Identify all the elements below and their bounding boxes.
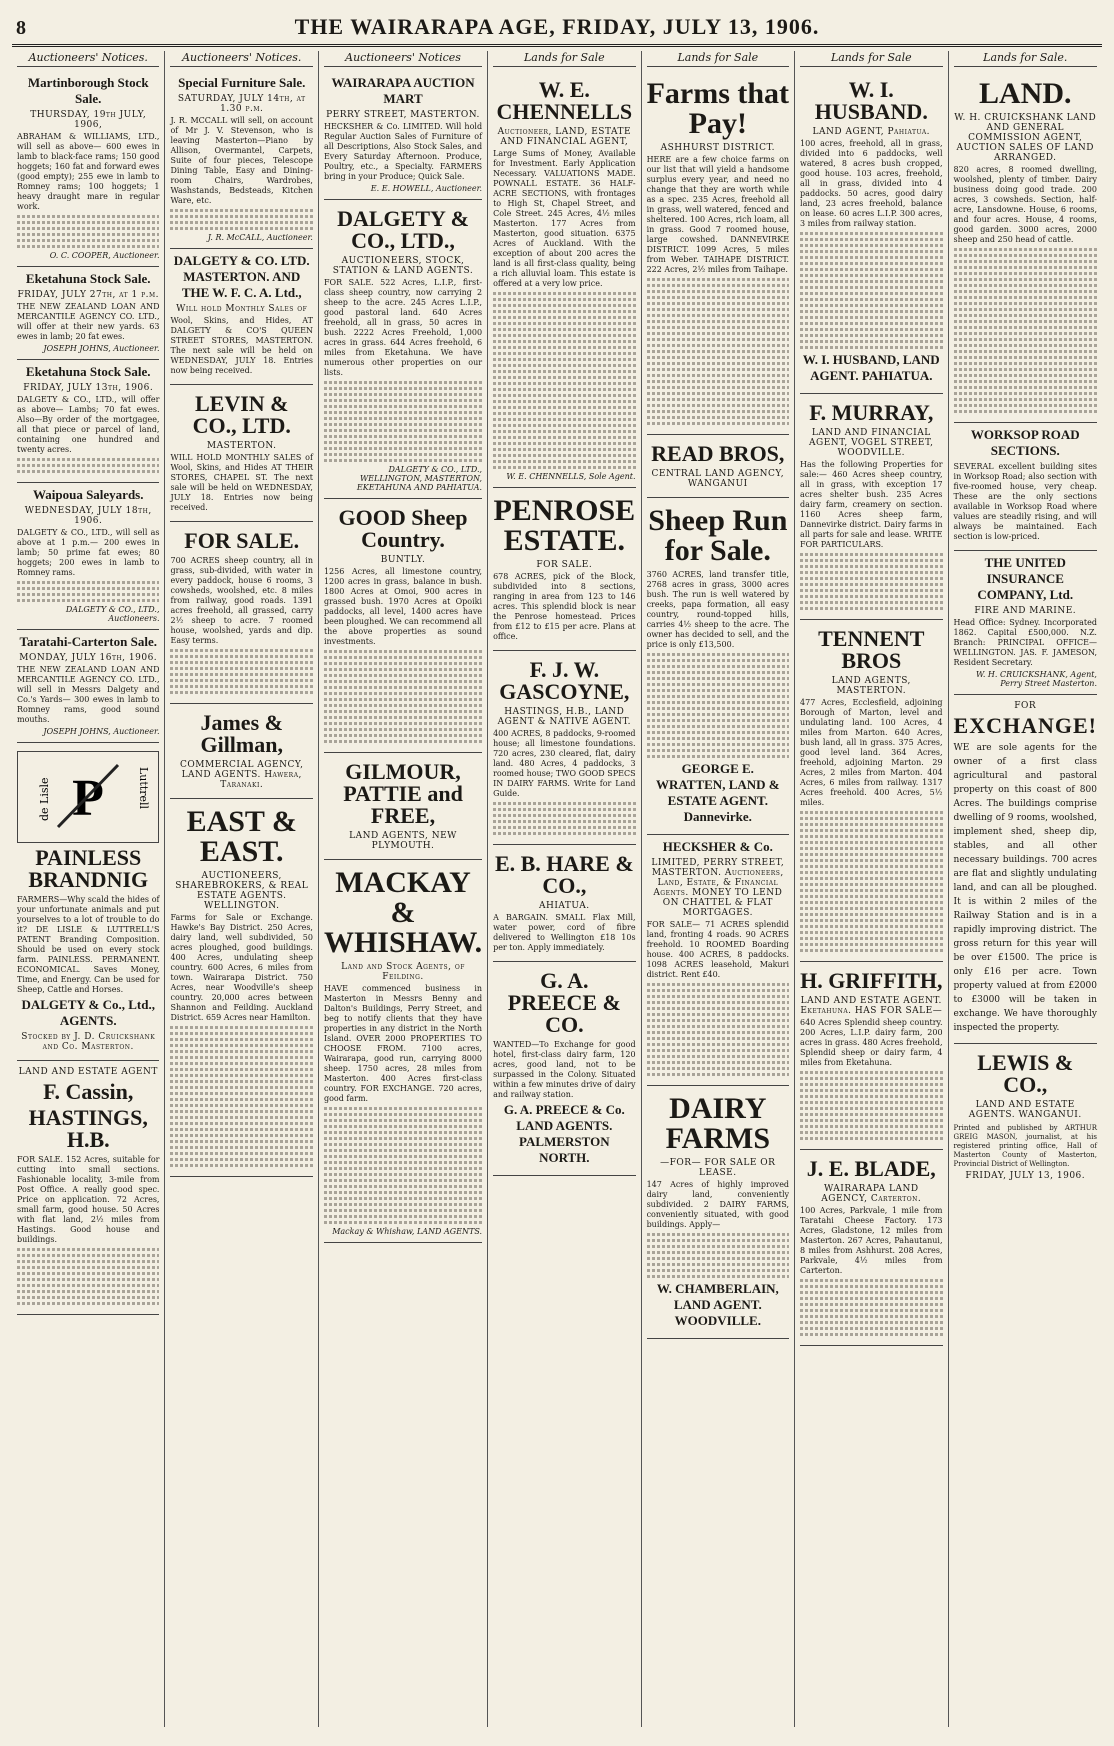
ad-body: FOR SALE. 522 Acres, L.I.P., first-class sheep country, now carrying 2 sheep to the acre. 245 Acres L.I.P., good pastoral land. 640 Acres freehold, all in grass, 50 acres in bush. 2222 Acres Freehold, 1,000 acres in grass. 644 Acres freehold, 6 miles from Eketahuna. We have numerous other properties on our lists. <box>323 278 483 377</box>
ad-title: READ BROS, <box>651 441 785 466</box>
ad-subtitle: MASTERTON. <box>206 441 277 451</box>
advertisement <box>17 630 159 743</box>
ad-title: LAND. <box>979 77 1072 110</box>
ad-title: LEWIS & CO., <box>977 1050 1074 1097</box>
column-heading: Auctioneers' Notices. <box>17 51 159 67</box>
ad-subtitle: ASHHURST DISTRICT. <box>660 143 776 153</box>
ad-subtitle: LAND AGENTS, MASTERTON. <box>831 676 911 696</box>
advertisement <box>954 1044 1097 1189</box>
ad-subtitle: FOR <box>1014 701 1037 711</box>
ad-title: PENROSE ESTATE. <box>493 494 636 557</box>
ad-signature: DALGETY & CO., LTD., WELLINGTON, MASTERTON, EKETAHUNA AND PAHIATUA. <box>356 465 483 492</box>
advertisement <box>493 488 635 651</box>
advertisement <box>170 799 312 1177</box>
ad-subtitle: LAND AGENT, Pahiatua. <box>812 127 931 137</box>
brand-left-label: de Lisle <box>38 777 52 821</box>
advertisement <box>954 423 1097 551</box>
ad-signature: W. I. HUSBAND, LAND AGENT. PAHIATUA. <box>802 352 940 383</box>
page-number: 8 <box>16 17 26 39</box>
brand-body: FARMERS—Why scald the hides of your unfortunate animals and put yourselves to a lot of trouble to do it? DE LISLE & LUTTRELL'S PATENT Branding Composition. Should be used on every stock farm. PAINLESS. PERMANENT. ECONOMICAL. Saves Money, Time, and Energy. Can be used for Sheep, Cattle and Horses. <box>17 895 160 994</box>
advertisement <box>954 695 1097 1044</box>
advertisement <box>800 394 942 620</box>
column-3 <box>319 51 488 1727</box>
ad-subtitle: WAIRARAPA LAND AGENCY, Carterton. <box>821 1184 922 1204</box>
ad-body: Head Office: Sydney. Incorporated 1862. Capital £500,000. N.Z. Branch: PRINCIPAL OFFICE—WELLINGTON. JAS. F. JAMESON, Resident Secretary. <box>953 618 1097 667</box>
ad-body: Farms for Sale or Exchange. Hawke's Bay District. 250 Acres, dairy land, well subdivided, 50 acres ploughed, good buildings. 400 Acres, undulating sheep country. 600 Acres, 6 miles from town. Wairarapa District. 750 Acres, near Woodville's sheep country. 20,000 acres between Shannon and Feilding. Auckland District. 659 Acres near Hamilton. <box>170 913 313 1022</box>
advertisement <box>324 499 482 753</box>
ad-subtitle: —FOR— FOR SALE OR LEASE. <box>660 1158 776 1178</box>
advertisement <box>324 200 482 499</box>
column-heading: Lands for Sale <box>647 51 789 67</box>
advertisement <box>17 360 159 483</box>
brand-p-icon <box>28 757 151 837</box>
ad-body: Large Sums of Money, Available for Investment. Early Application Necessary. VALUATIONS MADE. POWNALL ESTATE. 36 HALF-ACRE SECTIONS, with frontages to High St, Chapel Street, and Cole Street. 245 Acres, 4½ miles Masterton. 177 Acres from Masterton, good situation. 6375 Acres of Auckland. With the exception of about 200 acres the land is all first-class quality, being a rich alluvial loam. This estate is offered at a very low price. <box>493 149 636 288</box>
ad-subtitle: LIMITED, PERRY STREET, MASTERTON. Auctioneers, Land, Estate, & Financial Agents. MONEY TO LEND ON CHATTEL & FLAT MORTGAGES. <box>651 858 785 918</box>
advertisement <box>800 71 942 394</box>
advertisement <box>170 249 312 385</box>
ad-subtitle: LAND AND ESTATE AGENTS. WANGANUI. <box>968 1100 1082 1120</box>
ad-subtitle: CENTRAL LAND AGENCY, WANGANUI <box>651 469 785 489</box>
advertisement <box>800 962 942 1150</box>
advertisement <box>647 1086 789 1339</box>
ad-subtitle: HASTINGS, H.B., LAND AGENT & NATIVE AGENT. <box>497 707 632 727</box>
agent-name: F. Cassin, <box>43 1079 134 1104</box>
ad-title: DALGETY & CO., LTD., <box>337 206 469 253</box>
advertisement <box>170 385 312 522</box>
ad-title: F. MURRAY, <box>809 400 934 425</box>
ad-title: EAST & EAST. <box>186 805 297 868</box>
brand-right-label: Luttrell <box>137 767 151 810</box>
ad-body: DALGETY & CO., LTD., will offer as above— Lambs; 70 fat ewes. Also—By order of the mortgagee, all that piece or parcel of land, containing one hundred and twenty acres. <box>17 395 160 454</box>
advertisement <box>800 1150 942 1346</box>
ad-subtitle: FRIDAY, JULY 13th, 1906. <box>23 383 154 393</box>
ad-subtitle: FIRE AND MARINE. <box>974 606 1077 616</box>
printer-imprint: Printed and published by ARTHUR GREIG MASON, journalist, at his registered printing office, Hall of Masterton County of Masterton, Provincial District of Wellington. <box>953 1124 1097 1168</box>
ad-body: 3760 ACRES, land transfer title, 2768 acres in grass, 3000 acres bush. The run is well watered by creeks, papa formation, all easy country, round-topped hills, carries 4½ sheep to the acre. The owner has decided to sell, and the price is only £13,500. <box>646 570 790 649</box>
ad-title: Eketahuna Stock Sale. <box>25 364 151 379</box>
agent-role: LAND AND ESTATE AGENT <box>18 1067 158 1077</box>
ad-subtitle: FRIDAY, JULY 27th, at 1 p.m. <box>17 290 160 300</box>
ad-subtitle: THURSDAY, 19th JULY, 1906, <box>30 110 147 130</box>
ad-title: Sheep Run for Sale. <box>648 504 788 567</box>
advertisement <box>954 71 1097 423</box>
ad-signature: Mackay & Whishaw, LAND AGENTS. <box>332 1227 483 1236</box>
column-2 <box>165 51 318 1727</box>
column-heading: Lands for Sale <box>493 51 635 67</box>
ad-body: 678 ACRES, pick of the Block, subdivided into 8 sections, ranging in area from 123 to 146 acres. This splendid block is near the Penrose homestead. Prices from £12 to £15 per acre. Plans at office. <box>493 572 636 641</box>
ad-subtitle: LAND AGENTS, NEW PLYMOUTH. <box>349 831 457 851</box>
ad-signature: JOSEPH JOHNS, Auctioneer. <box>43 727 160 736</box>
ad-title: GILMOUR, PATTIE and FREE, <box>343 759 463 828</box>
ad-subtitle: LAND AND FINANCIAL AGENT, VOGEL STREET, WOODVILLE. <box>809 428 934 458</box>
ad-signature: J. R. McCALL, Auctioneer. <box>207 233 313 242</box>
ad-subtitle: MONDAY, JULY 16th, 1906. <box>19 653 158 663</box>
columns <box>12 51 1102 1727</box>
ad-body: HECKSHER & Co. LIMITED. Will hold Regular Auction Sales of Furniture of all Descriptions, Also Stock Sales, and Every Saturday Afternoon. Produce, Poultry, etc., a Specialty. FARMERS bring in your Produce; Quick Sale. <box>323 122 483 181</box>
column-6 <box>795 51 948 1727</box>
ad-signature: W. H. CRUICKSHANK, Agent, Perry Street Masterton. <box>976 670 1097 688</box>
column-1 <box>12 51 165 1727</box>
ad-title: W. I. HUSBAND. <box>814 77 928 124</box>
ad-title: WAIRARAPA AUCTION MART <box>331 75 475 106</box>
ad-title: LEVIN & CO., LTD. <box>192 391 291 438</box>
advertisement <box>954 551 1097 695</box>
ad-title: E. B. HARE & CO., <box>494 851 634 898</box>
ad-body: 100 Acres, Parkvale, 1 mile from Taratahi Cheese Factory. 173 Acres, Gladstone, 12 miles from Masterton. 267 Acres, Pahautanui, 8 miles from Ashhurst. 208 Acres, Parkvale, 4½ miles from Carterton. <box>800 1206 943 1275</box>
brand-headline: PAINLESS BRANDNIG <box>28 845 149 892</box>
ad-subtitle: SATURDAY, JULY 14th, at 1.30 p.m. <box>177 94 306 114</box>
advertisement <box>647 835 789 1086</box>
ad-title: HECKSHER & Co. <box>662 839 773 854</box>
ad-title: Special Furniture Sale. <box>178 75 306 90</box>
newspaper-title: THE WAIRARAPA AGE, FRIDAY, JULY 13, 1906. <box>294 14 820 39</box>
ad-body: 700 ACRES sheep country, all in grass, sub-divided, with water in every paddock, house 6 rooms, 3 cowsheds, woolshed, etc. 8 miles from railway, good roads. 1391 acres freehold, all grassed, carry 2½ sheep to acre. 7 roomed house, woolshed, yards and dip. Easy terms. <box>170 556 313 645</box>
advertisement <box>170 704 312 799</box>
advertisement <box>17 71 159 267</box>
ad-title: Eketahuna Stock Sale. <box>25 271 151 286</box>
ad-body: THE NEW ZEALAND LOAN AND MERCANTILE AGENCY CO. LTD., will offer at their new yards. 63 ewes in lamb; 20 fat ewes. <box>17 302 160 341</box>
ad-signature: G. A. PREECE & Co. LAND AGENTS. PALMERSTON NORTH. <box>503 1102 625 1165</box>
ad-title: EXCHANGE! <box>953 713 1097 738</box>
land-agent-advertisement <box>17 1061 159 1315</box>
ad-subtitle: PERRY STREET, MASTERTON. <box>326 110 480 120</box>
column-heading: Lands for Sale <box>800 51 942 67</box>
ad-signature: W. CHAMBERLAIN, LAND AGENT. WOODVILLE. <box>656 1281 779 1328</box>
advertisement <box>324 753 482 860</box>
advertisement <box>324 71 482 200</box>
ad-title: DAIRY FARMS <box>665 1092 771 1155</box>
ad-subtitle: WEDNESDAY, JULY 18th, 1906. <box>24 506 152 526</box>
ad-body: 640 Acres Splendid sheep country. 200 Acres, L.I.P. dairy farm, 200 acres in grass. 480 Acres freehold, Splendid sheep or dairy farm, 4 miles from Eketahuna. <box>800 1018 943 1067</box>
ad-title: James & Gillman, <box>200 710 283 757</box>
column-5 <box>642 51 795 1727</box>
advertisement <box>493 845 635 962</box>
ad-body: Wool, Skins, and Hides, AT DALGETY & CO'S QUEEN STREET STORES, MASTERTON. The next sale will be held on WEDNESDAY, JULY 18. Entries now being received. <box>170 316 313 375</box>
ad-title: DALGETY & CO. LTD. MASTERTON. AND THE W. F. C. A. Ltd., <box>173 253 310 300</box>
ad-body: 100 acres, freehold, all in grass, divided into 6 paddocks, well watered, 8 acres bush cropped, good house. 103 acres, freehold, all in grass, divided into 4 paddocks. 50 acres, good dairy land, 23 acres freehold, balance on lease. 60 acres L.I.P. 300 acres, 3 miles from railway station. <box>800 139 943 228</box>
ad-body: Has the following Properties for sale:— 460 Acres sheep country, all in grass, with exception 17 acres shelter bush. 235 Acres dairy farm, creamery on section. 1160 Acres sheep farm, Dannevirke district. Dairy farms in all parts for sale and lease. WRITE FOR PARTICULARS. <box>800 460 943 549</box>
ad-subtitle: Will hold Monthly Sales of <box>176 304 308 314</box>
column-heading: Auctioneers' Notices <box>324 51 482 67</box>
column-4 <box>488 51 641 1727</box>
ad-subtitle: FOR SALE. <box>536 560 593 570</box>
ad-subtitle: LAND AND ESTATE AGENT. Eketahuna. HAS FOR SALE— <box>800 996 943 1016</box>
svg-text:P: P <box>72 770 105 827</box>
ad-signature: JOSEPH JOHNS, Auctioneer. <box>43 344 160 353</box>
brand-stockist: Stocked by J. D. Cruickshank and Co. Masterton. <box>21 1032 156 1052</box>
ad-title: Martinborough Stock Sale. <box>27 75 149 106</box>
ad-subtitle: AUCTIONEERS, SHAREBROKERS, & REAL ESTATE AGENTS. WELLINGTON. <box>175 871 309 911</box>
ad-body: 1256 Acres, all limestone country, 1200 acres in grass, balance in bush. 1800 Acres at Omoi, 900 acres in grassed bush. 1970 Acres at Opoiki paddocks, all level, 1400 acres have been ploughed. We can recommend all the above properties as sound investments. <box>323 567 483 646</box>
branding-advertisement <box>17 743 159 1061</box>
ad-title: GOOD Sheep Country. <box>338 505 468 552</box>
ad-title: TENNENT BROS <box>818 626 925 673</box>
ad-body: WANTED—To Exchange for good hotel, first-class dairy farm, 120 acres, good land, not to be surpassed in the Colony. Situated within a few minutes drive of dairy and railway station. <box>493 1040 636 1099</box>
ad-title: Taratahi-Carterton Sale. <box>19 634 157 649</box>
ad-title: J. E. BLADE, <box>806 1156 936 1181</box>
advertisement <box>493 962 635 1176</box>
imprint-date: FRIDAY, JULY 13, 1906. <box>965 1171 1086 1181</box>
ad-body: 820 acres, 8 roomed dwelling, woolshed, plenty of timber. Dairy business doing good trade. 200 acres, 3 cowsheds. Section, half-acre, Lansdowne. House, 6 rooms, and four acres. House, 4 rooms, good garden. 3000 acres, 2000 sheep and 250 head of cattle. <box>953 165 1097 244</box>
ad-signature: E. E. HOWELL, Auctioneer. <box>370 184 483 193</box>
ad-subtitle: Land and Stock Agents, of Feilding. <box>341 962 465 982</box>
agent-town: HASTINGS, H.B. <box>28 1105 148 1152</box>
ad-title: MACKAY & WHISHAW. <box>323 866 483 959</box>
advertisement <box>17 267 159 360</box>
ad-body: THE NEW ZEALAND LOAN AND MERCANTILE AGENCY CO. LTD., will sell in Messrs Dalgety and Co.'s Yards— 300 ewes in lamb to Romney rams, good sound mouths. <box>17 665 160 724</box>
ad-subtitle: AUCTIONEERS, STOCK, STATION & LAND AGENTS. <box>332 256 474 276</box>
ad-subtitle: AHIATUA. <box>539 901 590 911</box>
ad-title: Waipoua Saleyards. <box>32 487 144 502</box>
advertisement <box>170 71 312 249</box>
ad-body: WILL HOLD MONTHLY SALES of Wool, Skins, and Hides AT THEIR STORES, CHAPEL ST. The next sale will be held on WEDNESDAY, JULY 18. Entries now being received. <box>170 453 313 512</box>
ad-body: 477 Acres, Ecclesfield, adjoining Borough of Marton, level and undulating land. 100 Acres, 4 miles from Marton. 640 Acres, bush land, all in grass. 375 Acres, good level land. 364 Acres, freehold, adjoining Marton. 29 Acres, 2 miles from Marton. 404 Acres, 6 miles from railway. 1317 Acres freehold. 400 Acres, 5½ miles. <box>800 698 943 807</box>
ad-body: WE are sole agents for the owner of a first class agricultural and pastoral property on this coast of 800 Acres. The buildings comprise dwelling of 9 rooms, woolshed, implement shed, sheep dip, stables, and all other necessary buildings. 700 acres are flat and slightly undulating land, and can all be ploughed. It is within 2 miles of the Railway Station and is in a rapidly improving district. The gross return for this year will be over £1500. The price is only £16 per acre. Town property valued at from £2000 to £3000 will be taken in exchange. We have thoroughly inspected the property. <box>953 743 1097 1033</box>
advertisement <box>17 483 159 630</box>
column-heading: Lands for Sale. <box>954 51 1097 67</box>
agent-body: FOR SALE. 152 Acres, suitable for cutting into small sections. Fashionable locality, 3-mile from Post Office. A really good spec. Price on application. 72 Acres, small farm, good house. 50 Acres with flat land, 2½ miles from Hastings. Good house and buildings. <box>17 1155 160 1244</box>
ad-title: W. E. CHENNELLS <box>496 77 633 124</box>
ad-body: DALGETY & CO., LTD., will sell as above at 1 p.m.— 200 ewes in lamb; 50 prime fat ewes; 80 hoggets; 200 ewes in lamb to Romney rams. <box>17 528 160 577</box>
ad-subtitle: Auctioneer, LAND, ESTATE AND FINANCIAL AGENT, <box>497 127 632 147</box>
ad-body: 400 ACRES, 8 paddocks, 9-roomed house; all limestone foundations. 720 acres, 230 cleared, flat, dairy land. 480 Acres, 4 paddocks, 3 roomed house; TWO GOOD SPECS IN DAIRY FARMS. Write for Land Guide. <box>493 729 636 798</box>
ad-body: J. R. MCCALL will sell, on account of Mr J. V. Stevenson, who is leaving Masterton—Piano by Allison, Overmantel, Carpets, Suite of four pieces, Telescope Dining Table, Easy and Dining-room Chairs, Wardrobes, Washstands, Bedsteads, Kitchen Ware, etc. <box>170 116 313 205</box>
column-heading: Auctioneers' Notices. <box>170 51 312 67</box>
ad-signature: O. C. COOPER, Auctioneer. <box>49 251 160 260</box>
advertisement <box>493 651 635 845</box>
ad-title: G. A. PREECE & CO. <box>507 968 621 1037</box>
ad-title: THE UNITED INSURANCE COMPANY, Ltd. <box>977 555 1074 602</box>
ad-body: ABRAHAM & WILLIAMS, LTD., will sell as above— 600 ewes in lamb to black-face rams; 150 good hoggets; 160 fat and forward ewes (good empty); 255 ewe in lamb to Romney rams; 100 hoggets; 1 heavy draught mare in regular work. <box>17 132 160 211</box>
ad-signature: DALGETY & CO., LTD., Auctioneers. <box>65 605 160 623</box>
ad-subtitle: W. H. CRUICKSHANK LAND AND GENERAL COMMISSION AGENT, AUCTION SALES OF LAND ARRANGED. <box>954 113 1097 163</box>
advertisement <box>647 71 789 435</box>
advertisement <box>170 522 312 704</box>
newspaper-page <box>12 10 1102 1726</box>
ad-signature: GEORGE E. WRATTEN, LAND & ESTATE AGENT. Dannevirke. <box>655 761 780 824</box>
ad-title: H. GRIFFITH, <box>800 968 943 993</box>
ad-subtitle: COMMERCIAL AGENCY, LAND AGENTS. Hawera, Taranaki. <box>179 760 304 790</box>
masthead <box>12 10 1102 47</box>
ad-subtitle: BUNTLY. <box>380 555 426 565</box>
advertisement <box>800 620 942 962</box>
advertisement <box>647 435 789 498</box>
column-7 <box>949 51 1102 1727</box>
ad-signature: W. E. CHENNELLS, Sole Agent. <box>506 472 636 481</box>
ad-title: F. J. W. GASCOYNE, <box>499 657 630 704</box>
advertisement <box>493 71 635 488</box>
advertisement <box>324 860 482 1243</box>
ad-body: FOR SALE— 71 ACRES splendid land, fronting 4 roads. 90 ACRES freehold. 10 ROOMED Boarding house. 400 ACRES, 8 paddocks. 1098 ACRES leasehold, Makuri district. Rent £40. <box>646 920 790 979</box>
ad-title: WORKSOP ROAD SECTIONS. <box>970 427 1080 458</box>
brand-logo <box>17 751 159 843</box>
ad-body: SEVERAL excellent building sites in Worksop Road; also section with five-roomed house, very cheap. These are the only sections available in Worksop Road where values are steadily rising, and will always be maintained. Each section is low-priced. <box>953 462 1097 541</box>
brand-agents: DALGETY & Co., Ltd., AGENTS. <box>21 997 155 1028</box>
ad-body: HAVE commenced business in Masterton in Messrs Benny and Dalton's Buildings, Perry Street, and beg to notify clients that they have properties in any district in the North Island. OVER 2000 PROPERTIES TO CHOOSE FROM. 7100 acres, Wairarapa, good run, carrying 8000 sheep. 1750 acres, 28 miles from Masterton. 400 Acres first-class country. FOR EXCHANGE. 720 acres, good farm. <box>323 984 483 1103</box>
advertisement <box>647 498 789 835</box>
ad-body: HERE are a few choice farms on our list that will yield a handsome surplus every year, and need no change that they are worth while as a spec. 235 Acres, freehold all in grass, well watered, fenced and sheltered. 100 Acres, rich loam, all in grass. Good 7 roomed house, large cowshed. DANNEVIRKE DISTRICT. 1099 Acres, 5 miles from Weber. TAIHAPE DISTRICT. 222 Acres, 2½ miles from Taihape. <box>646 155 790 274</box>
ad-title: FOR SALE. <box>184 528 300 553</box>
ad-body: A BARGAIN. SMALL Flax Mill, water power, cord of fibre delivered to Wellington £18 10s per ton. Apply immediately. <box>493 913 636 952</box>
ad-title: Farms that Pay! <box>646 77 790 140</box>
ad-body: 147 Acres of highly improved dairy land, conveniently subdivided. 2 DAIRY FARMS, conveniently situated, with good buildings. Apply— <box>646 1180 790 1229</box>
